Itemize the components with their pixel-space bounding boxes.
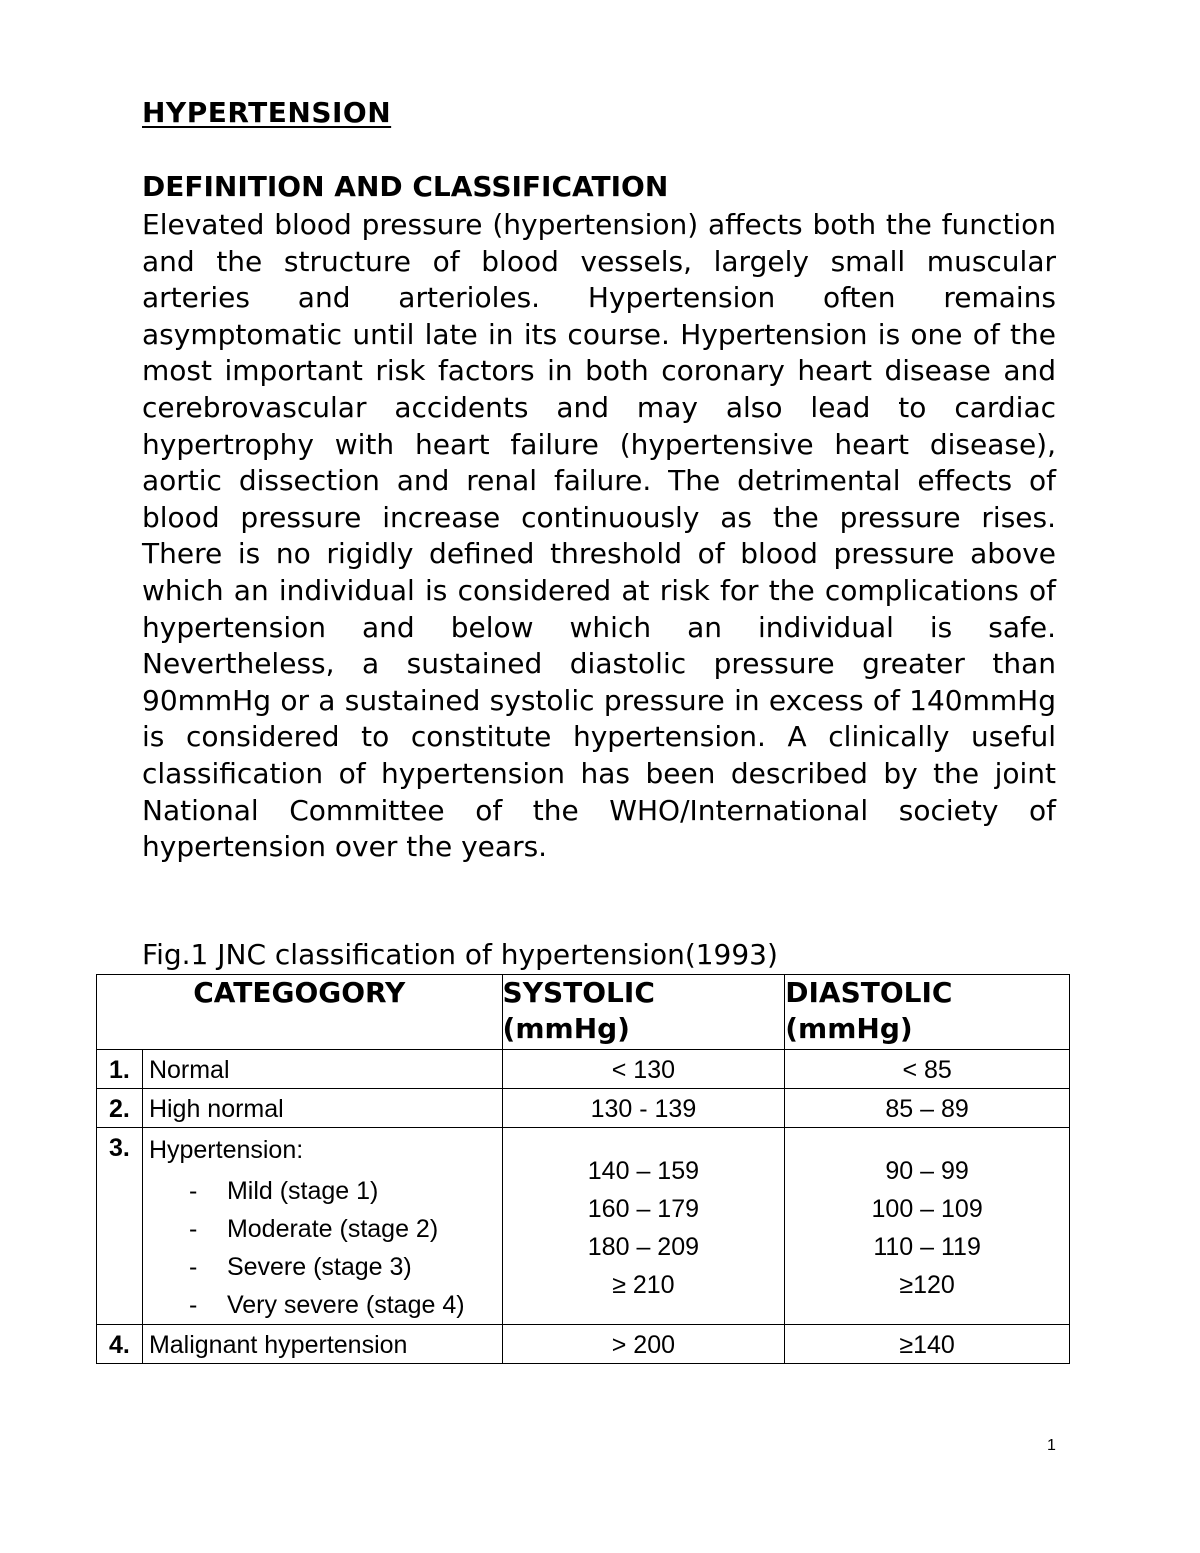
body-paragraph: Elevated blood pressure (hypertension) affects both the function and the structure of blood vessels, largely small muscular arteries and arterioles. Hypertension often remains asymptomatic until late in its course. Hypertension is one of the most important risk factors in both coronary heart disease and cerebrovascular accidents and may also lead to cardiac hypertrophy with heart failure (hypertensive heart disease), aortic dissection and renal failure. The detrimental effects of blood pressure increase continuously as the pressure rises. There is no rigidly defined threshold of blood pressure above which an individual is considered at risk for the complications of hypertension and below which an individual is safe. Nevertheless, a sustained diastolic pressure greater than 90mmHg or a sustained systolic pressure in excess of 140mmHg is considered to constitute hypertension. A clinically useful classification of hypertension has been described by the joint National Committee of the WHO/International society of hypertension over the years. — [142, 208, 1056, 864]
dash-bullet: - — [188, 1291, 198, 1319]
systolic-stage-values — [503, 1128, 785, 1304]
table-row — [97, 1325, 1070, 1364]
row-category: Malignant hypertension — [142, 1325, 502, 1364]
row-category: High normal — [142, 1089, 502, 1128]
dash-bullet: - — [188, 1177, 198, 1205]
page-number: 1 — [1047, 1437, 1056, 1454]
row-systolic: 130 - 139 — [502, 1089, 785, 1128]
stage-systolic-value: 140 – 159 — [587, 1157, 699, 1185]
list-item — [189, 1210, 496, 1248]
figure-caption: Fig.1 JNC classification of hypertension(1993) — [142, 938, 778, 971]
stage-label: Very severe (stage 4) — [226, 1291, 465, 1319]
header-systolic-line2: (mmHg) — [502, 1012, 630, 1045]
row-category: Normal — [142, 1050, 502, 1089]
stage-systolic-value: 180 – 209 — [587, 1233, 699, 1261]
stage-diastolic-value: 100 – 109 — [871, 1195, 983, 1223]
list-item — [189, 1248, 496, 1286]
list-item — [189, 1286, 496, 1324]
document-title: HYPERTENSION — [142, 96, 392, 129]
row-number: 4. — [97, 1325, 143, 1364]
row-diastolic — [785, 1128, 1070, 1325]
header-category-label: CATEGOGORY — [193, 976, 406, 1009]
stage-label: Severe (stage 3) — [226, 1253, 412, 1281]
table-row — [97, 1128, 1070, 1325]
row-number: 2. — [97, 1089, 143, 1128]
dash-bullet: - — [188, 1253, 198, 1281]
header-category — [97, 975, 503, 1050]
row-systolic: > 200 — [502, 1325, 785, 1364]
row-systolic — [502, 1128, 785, 1325]
stage-diastolic-value: 90 – 99 — [885, 1157, 969, 1185]
list-item — [189, 1172, 496, 1210]
row-diastolic: < 85 — [785, 1050, 1070, 1089]
row-systolic: < 130 — [502, 1050, 785, 1089]
jnc-classification-table — [96, 974, 1070, 1364]
row-number: 1. — [97, 1050, 143, 1089]
section-heading: DEFINITION AND CLASSIFICATION — [142, 170, 669, 203]
stage-diastolic-value: 110 – 119 — [873, 1233, 981, 1261]
table-row — [97, 1089, 1070, 1128]
row-category-label: Hypertension: — [148, 1136, 304, 1164]
row-diastolic: ≥140 — [785, 1325, 1070, 1364]
dash-bullet: - — [188, 1215, 198, 1243]
diastolic-stage-values — [785, 1128, 1069, 1304]
table-header-row — [97, 975, 1070, 1050]
row-number: 3. — [97, 1128, 143, 1325]
row-diastolic: 85 – 89 — [785, 1089, 1070, 1128]
hypertension-stage-list — [149, 1172, 496, 1324]
header-diastolic-line1: DIASTOLIC — [785, 976, 953, 1009]
stage-label: Mild (stage 1) — [226, 1177, 379, 1205]
stage-label: Moderate (stage 2) — [226, 1215, 439, 1243]
table-row — [97, 1050, 1070, 1089]
stage-systolic-value: 160 – 179 — [587, 1195, 699, 1223]
header-diastolic-line2: (mmHg) — [785, 1012, 913, 1045]
stage-diastolic-value: ≥120 — [899, 1271, 955, 1299]
stage-systolic-value: ≥ 210 — [612, 1271, 675, 1299]
header-systolic-line1: SYSTOLIC — [502, 976, 655, 1009]
header-systolic — [502, 975, 785, 1050]
row-category — [142, 1128, 502, 1325]
header-diastolic — [785, 975, 1070, 1050]
